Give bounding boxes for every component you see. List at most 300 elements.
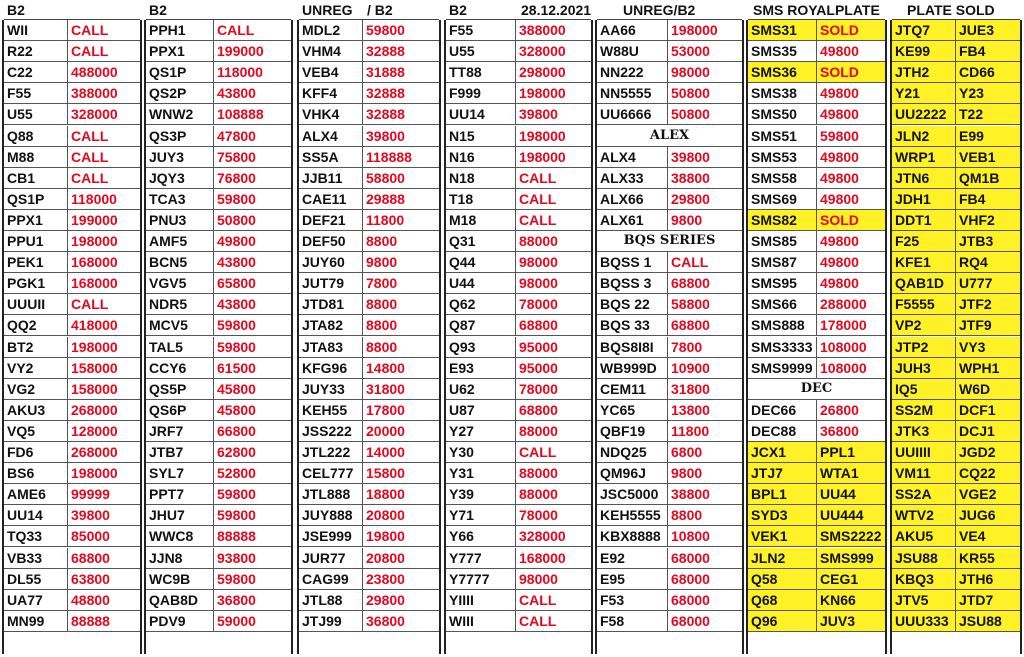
plate-number: CD66 bbox=[956, 62, 1020, 82]
table-row bbox=[748, 231, 885, 252]
price-value: 36800 bbox=[217, 591, 256, 608]
price-value: 59800 bbox=[217, 190, 256, 207]
plate-number: SMS87 bbox=[748, 252, 817, 272]
table-row bbox=[299, 273, 439, 294]
price-value: 99999 bbox=[71, 486, 110, 503]
price-value: 62800 bbox=[217, 444, 256, 460]
table-row bbox=[597, 20, 742, 41]
table-row bbox=[446, 20, 591, 41]
plate-number: QAB8D bbox=[146, 590, 214, 610]
plate-number: T18 bbox=[446, 189, 516, 209]
table-row bbox=[446, 83, 591, 104]
table-row bbox=[748, 168, 885, 189]
price-value: 43800 bbox=[217, 85, 256, 102]
table-row bbox=[299, 147, 439, 168]
plate-number: TAL5 bbox=[146, 337, 214, 357]
plate-number: N15 bbox=[446, 126, 516, 146]
plate-number: PNU3 bbox=[146, 210, 214, 230]
price-value: 78000 bbox=[519, 380, 558, 397]
plate-number: F53 bbox=[597, 590, 668, 610]
plate-number: TT88 bbox=[446, 62, 516, 82]
table-row bbox=[299, 315, 439, 336]
table-row bbox=[597, 83, 742, 104]
plate-number: JTL888 bbox=[299, 484, 363, 504]
price-value: 50800 bbox=[671, 106, 710, 123]
section-alex: ALEX bbox=[649, 127, 690, 143]
price-value: 7800 bbox=[671, 338, 703, 355]
plate-number: CQ22 bbox=[956, 463, 1020, 483]
table-row bbox=[4, 484, 140, 505]
table-row bbox=[146, 421, 291, 442]
plate-number: KFF4 bbox=[299, 83, 363, 103]
table-row bbox=[146, 210, 291, 231]
table-row bbox=[4, 273, 140, 294]
price-value: 199000 bbox=[71, 211, 118, 228]
plate-number: VY2 bbox=[4, 358, 68, 378]
table-row bbox=[446, 315, 591, 336]
table-row bbox=[597, 569, 742, 590]
header-col6: SMS ROYALPLATE bbox=[753, 2, 880, 18]
price-value: 68000 bbox=[671, 549, 710, 566]
plate-number: WNW2 bbox=[146, 104, 214, 124]
plate-number: CAE11 bbox=[299, 189, 363, 209]
table-row bbox=[299, 210, 439, 231]
price-value: 59800 bbox=[366, 22, 405, 38]
price-value: CALL bbox=[71, 148, 109, 165]
price-value: 8800 bbox=[366, 296, 398, 313]
table-row bbox=[748, 421, 885, 442]
table-row bbox=[446, 41, 591, 62]
price-value: 388000 bbox=[519, 22, 566, 38]
price-value: 18800 bbox=[366, 486, 405, 503]
table-row bbox=[146, 126, 291, 147]
plate-number: SYD3 bbox=[748, 505, 817, 525]
price-value: 198000 bbox=[71, 338, 118, 355]
price-value: 39800 bbox=[71, 507, 110, 524]
plate-number: VG2 bbox=[4, 379, 68, 399]
table-row bbox=[597, 168, 742, 189]
plate-number: U87 bbox=[446, 400, 516, 420]
plate-number: JLN2 bbox=[748, 548, 817, 568]
table-row bbox=[4, 20, 140, 41]
price-value: 50800 bbox=[217, 211, 256, 228]
table-row bbox=[299, 611, 439, 632]
plate-number: PDV9 bbox=[146, 611, 214, 631]
price-value: 98000 bbox=[519, 254, 558, 271]
table-row bbox=[146, 294, 291, 315]
price-value: 23800 bbox=[366, 570, 405, 587]
plate-number: JTD7 bbox=[956, 590, 1020, 610]
plate-number: JTB7 bbox=[146, 442, 214, 462]
table-row bbox=[892, 505, 1020, 526]
table-row bbox=[892, 611, 1020, 632]
price-value: 63800 bbox=[71, 570, 110, 587]
plate-number: IQ5 bbox=[892, 379, 956, 399]
table-row bbox=[748, 20, 885, 41]
plate-number: BQS 22 bbox=[597, 294, 668, 314]
price-value: 8800 bbox=[366, 233, 398, 249]
price-value: 10900 bbox=[671, 359, 710, 376]
table-row bbox=[597, 505, 742, 526]
plate-number: VE4 bbox=[956, 526, 1020, 546]
table-row bbox=[892, 20, 1020, 41]
table-row bbox=[299, 463, 439, 484]
plate-number: WC9B bbox=[146, 569, 214, 589]
table-row bbox=[146, 231, 291, 252]
plate-number: QS5P bbox=[146, 379, 214, 399]
price-value: 168000 bbox=[71, 275, 118, 292]
table-row bbox=[748, 189, 885, 210]
plate-number: NDR5 bbox=[146, 294, 214, 314]
table-row bbox=[892, 315, 1020, 336]
table-row bbox=[597, 463, 742, 484]
table-row bbox=[892, 231, 1020, 252]
table-row bbox=[597, 315, 742, 336]
plate-number: E99 bbox=[956, 126, 1020, 146]
block-col4 bbox=[444, 20, 593, 654]
table-row bbox=[146, 20, 291, 41]
plate-number: UU44 bbox=[817, 484, 885, 504]
plate-number: UU14 bbox=[4, 505, 68, 525]
price-value: 88000 bbox=[519, 422, 558, 439]
plate-number: KEH55 bbox=[299, 400, 363, 420]
table-row bbox=[146, 337, 291, 358]
plate-number: YC65 bbox=[597, 400, 668, 420]
table-row bbox=[892, 400, 1020, 421]
price-value: 49800 bbox=[820, 43, 859, 60]
plate-number: JLN2 bbox=[892, 126, 956, 146]
table-row bbox=[299, 400, 439, 421]
table-row bbox=[446, 126, 591, 147]
plate-number: SMS9999 bbox=[748, 358, 817, 378]
plate-number: DEC88 bbox=[748, 421, 817, 441]
plate-number: SMS85 bbox=[748, 231, 817, 251]
table-row bbox=[4, 548, 140, 569]
plate-number: F58 bbox=[597, 611, 668, 631]
plate-number: KBQ3 bbox=[892, 569, 956, 589]
block-col5 bbox=[595, 20, 744, 654]
table-row bbox=[748, 294, 885, 315]
plate-number: JDH1 bbox=[892, 189, 956, 209]
table-row bbox=[299, 126, 439, 147]
plate-number: BT2 bbox=[4, 337, 68, 357]
plate-number: VQ5 bbox=[4, 421, 68, 441]
plate-number: WRP1 bbox=[892, 147, 956, 167]
plate-number: JGD2 bbox=[956, 442, 1020, 462]
price-value: 49800 bbox=[217, 233, 256, 249]
plate-number: Q93 bbox=[446, 337, 516, 357]
block-col3 bbox=[297, 20, 441, 654]
plate-number: PPX1 bbox=[146, 41, 214, 61]
table-row bbox=[748, 463, 885, 484]
table-row bbox=[597, 62, 742, 83]
table-row bbox=[748, 590, 885, 611]
section-row bbox=[748, 379, 885, 400]
plate-number: JTF2 bbox=[956, 294, 1020, 314]
plate-number: JUY33 bbox=[299, 379, 363, 399]
price-value: 98000 bbox=[671, 64, 710, 81]
plate-number: VY3 bbox=[956, 337, 1020, 357]
table-row bbox=[597, 210, 742, 231]
table-row bbox=[446, 252, 591, 273]
price-value: 58800 bbox=[671, 296, 710, 313]
table-row bbox=[4, 168, 140, 189]
table-row bbox=[892, 463, 1020, 484]
plate-number: JUV3 bbox=[817, 611, 885, 631]
table-row bbox=[299, 379, 439, 400]
table-row bbox=[446, 548, 591, 569]
plate-number: PPL1 bbox=[817, 442, 885, 462]
plate-number: PPU1 bbox=[4, 231, 68, 251]
price-value: 168000 bbox=[519, 549, 566, 566]
plate-number: QS6P bbox=[146, 400, 214, 420]
table-row bbox=[446, 526, 591, 547]
plate-number: UUIIII bbox=[892, 442, 956, 462]
price-value: 199000 bbox=[217, 43, 264, 60]
plate-number: JTH6 bbox=[956, 569, 1020, 589]
table-row bbox=[446, 505, 591, 526]
price-value: 88888 bbox=[217, 528, 256, 545]
price-value: 31800 bbox=[366, 380, 405, 397]
table-row bbox=[892, 358, 1020, 379]
price-value: 13800 bbox=[671, 401, 710, 418]
price-value: 488000 bbox=[71, 64, 118, 81]
plate-number: WIII bbox=[446, 611, 516, 631]
table-row bbox=[299, 83, 439, 104]
table-row bbox=[4, 421, 140, 442]
price-value: 14800 bbox=[366, 359, 405, 376]
plate-number: CEL777 bbox=[299, 463, 363, 483]
plate-number: SMS69 bbox=[748, 189, 817, 209]
table-row bbox=[4, 126, 140, 147]
table-row bbox=[446, 189, 591, 210]
table-row bbox=[597, 358, 742, 379]
table-row bbox=[892, 62, 1020, 83]
price-value: 19800 bbox=[366, 528, 405, 545]
table-row bbox=[597, 337, 742, 358]
plate-number: QS1P bbox=[146, 62, 214, 82]
table-row bbox=[597, 590, 742, 611]
price-value: 198000 bbox=[519, 148, 566, 165]
table-row bbox=[892, 126, 1020, 147]
plate-number: SMS50 bbox=[748, 104, 817, 124]
price-value: 418000 bbox=[71, 317, 118, 334]
header-divider bbox=[748, 19, 885, 20]
table-row bbox=[299, 442, 439, 463]
header-col4-b2: B2 bbox=[449, 2, 467, 18]
table-row bbox=[892, 189, 1020, 210]
table-row bbox=[446, 337, 591, 358]
plate-number: Q87 bbox=[446, 315, 516, 335]
price-value: 168000 bbox=[71, 254, 118, 271]
price-value: 68800 bbox=[71, 549, 110, 566]
header-col2: B2 bbox=[149, 2, 167, 18]
table-row bbox=[748, 147, 885, 168]
table-row bbox=[446, 611, 591, 632]
plate-number: DDT1 bbox=[892, 210, 956, 230]
plate-number: JHU7 bbox=[146, 505, 214, 525]
table-row bbox=[597, 147, 742, 168]
price-value: 11800 bbox=[671, 422, 710, 439]
table-row bbox=[4, 505, 140, 526]
plate-number: W6D bbox=[956, 379, 1020, 399]
table-row bbox=[446, 569, 591, 590]
table-row bbox=[892, 421, 1020, 442]
price-value: 128000 bbox=[71, 422, 118, 439]
plate-number: FD6 bbox=[4, 442, 68, 462]
plate-number: JTH2 bbox=[892, 62, 956, 82]
plate-number: SMS38 bbox=[748, 83, 817, 103]
plate-number: Y66 bbox=[446, 526, 516, 546]
table-row bbox=[4, 611, 140, 632]
plate-number: ALX61 bbox=[597, 210, 668, 230]
table-row bbox=[748, 505, 885, 526]
plate-number: SMS53 bbox=[748, 147, 817, 167]
table-row bbox=[146, 400, 291, 421]
plate-number: UU444 bbox=[817, 505, 885, 525]
price-value: 59800 bbox=[217, 570, 256, 587]
header-divider bbox=[597, 19, 742, 20]
price-value: 29888 bbox=[366, 190, 405, 207]
plate-number: PPH1 bbox=[146, 20, 214, 40]
table-row bbox=[892, 273, 1020, 294]
plate-number: JUY60 bbox=[299, 252, 363, 272]
price-value: CALL bbox=[519, 190, 557, 207]
plate-number: CB1 bbox=[4, 168, 68, 188]
price-value: CALL bbox=[671, 254, 709, 271]
table-row bbox=[4, 358, 140, 379]
table-row bbox=[748, 126, 885, 147]
price-value: 36800 bbox=[366, 612, 405, 629]
price-value: 38800 bbox=[671, 169, 710, 186]
price-value: 68800 bbox=[671, 275, 710, 292]
header-divider bbox=[146, 19, 291, 20]
table-row bbox=[299, 252, 439, 273]
price-value: 198000 bbox=[519, 85, 566, 102]
table-row bbox=[146, 484, 291, 505]
price-value: 68800 bbox=[519, 317, 558, 334]
plate-number: F25 bbox=[892, 231, 956, 251]
price-value: 50800 bbox=[671, 85, 710, 102]
table-row bbox=[299, 421, 439, 442]
price-value: 26800 bbox=[820, 401, 859, 418]
price-value: 158000 bbox=[71, 359, 118, 376]
table-row bbox=[748, 611, 885, 632]
plate-number: Y23 bbox=[956, 83, 1020, 103]
table-row bbox=[748, 548, 885, 569]
table-row bbox=[299, 590, 439, 611]
plate-number: WTV2 bbox=[892, 505, 956, 525]
price-value: 17800 bbox=[366, 401, 405, 418]
price-value: 29800 bbox=[366, 591, 405, 608]
price-value: 45800 bbox=[217, 401, 256, 418]
price-value: 43800 bbox=[217, 296, 256, 313]
price-value: 198000 bbox=[671, 22, 718, 38]
price-value: 98000 bbox=[519, 570, 558, 587]
header-col7: PLATE SOLD bbox=[907, 2, 995, 18]
price-value: 68800 bbox=[671, 317, 710, 334]
plate-number: Q88 bbox=[4, 126, 68, 146]
plate-number: DCJ1 bbox=[956, 421, 1020, 441]
table-row bbox=[597, 252, 742, 273]
table-row bbox=[146, 168, 291, 189]
table-row bbox=[892, 147, 1020, 168]
table-row bbox=[892, 104, 1020, 125]
plate-number: Q44 bbox=[446, 252, 516, 272]
price-value: 49800 bbox=[820, 275, 859, 292]
plate-number: AKU5 bbox=[892, 526, 956, 546]
block-col7 bbox=[890, 20, 1022, 654]
plate-number: VM11 bbox=[892, 463, 956, 483]
price-value: 95000 bbox=[519, 338, 558, 355]
table-row bbox=[892, 83, 1020, 104]
table-row bbox=[892, 210, 1020, 231]
table-row bbox=[597, 104, 742, 125]
plate-number: PGK1 bbox=[4, 273, 68, 293]
price-value: 108888 bbox=[217, 106, 264, 123]
plate-number: UU14 bbox=[446, 104, 516, 124]
plate-number: WII bbox=[4, 20, 68, 40]
table-row bbox=[299, 41, 439, 62]
table-row bbox=[146, 252, 291, 273]
table-row bbox=[146, 463, 291, 484]
table-row bbox=[299, 569, 439, 590]
table-row bbox=[299, 484, 439, 505]
price-value: 59800 bbox=[217, 486, 256, 503]
header-col5: UNREG/B2 bbox=[623, 2, 696, 18]
plate-number: Q58 bbox=[748, 569, 817, 589]
plate-number: PPX1 bbox=[4, 210, 68, 230]
plate-number: MN99 bbox=[4, 611, 68, 631]
plate-number: WWC8 bbox=[146, 526, 214, 546]
plate-number: M88 bbox=[4, 147, 68, 167]
table-row bbox=[299, 548, 439, 569]
price-value: 9800 bbox=[366, 254, 398, 271]
table-row bbox=[892, 41, 1020, 62]
price-value: 68000 bbox=[671, 591, 710, 608]
plate-number: SMS95 bbox=[748, 273, 817, 293]
table-row bbox=[748, 104, 885, 125]
plate-number: CEG1 bbox=[817, 569, 885, 589]
plate-number: JJB11 bbox=[299, 168, 363, 188]
price-value: CALL bbox=[519, 444, 557, 460]
plate-number: M18 bbox=[446, 210, 516, 230]
table-row bbox=[446, 421, 591, 442]
plate-number: SMS31 bbox=[748, 20, 817, 40]
price-value: 108000 bbox=[820, 338, 867, 355]
table-row bbox=[446, 62, 591, 83]
plate-number: Q31 bbox=[446, 231, 516, 251]
section-dec: DEC bbox=[800, 380, 833, 396]
plate-number: JUE3 bbox=[956, 20, 1020, 40]
plate-number: VEB4 bbox=[299, 62, 363, 82]
plate-number: NDQ25 bbox=[597, 442, 668, 462]
price-value: 288000 bbox=[820, 296, 867, 313]
plate-number: JSC5000 bbox=[597, 484, 668, 504]
plate-number: CEM11 bbox=[597, 379, 668, 399]
table-row bbox=[446, 358, 591, 379]
price-value: 43800 bbox=[217, 254, 256, 271]
price-value: 88000 bbox=[519, 465, 558, 482]
plate-number: W88U bbox=[597, 41, 668, 61]
plate-number: Q68 bbox=[748, 590, 817, 610]
table-row bbox=[446, 400, 591, 421]
table-row bbox=[446, 379, 591, 400]
table-row bbox=[446, 590, 591, 611]
price-value: CALL bbox=[71, 296, 109, 313]
plate-number: BQSS 3 bbox=[597, 273, 668, 293]
plate-number: JCX1 bbox=[748, 442, 817, 462]
